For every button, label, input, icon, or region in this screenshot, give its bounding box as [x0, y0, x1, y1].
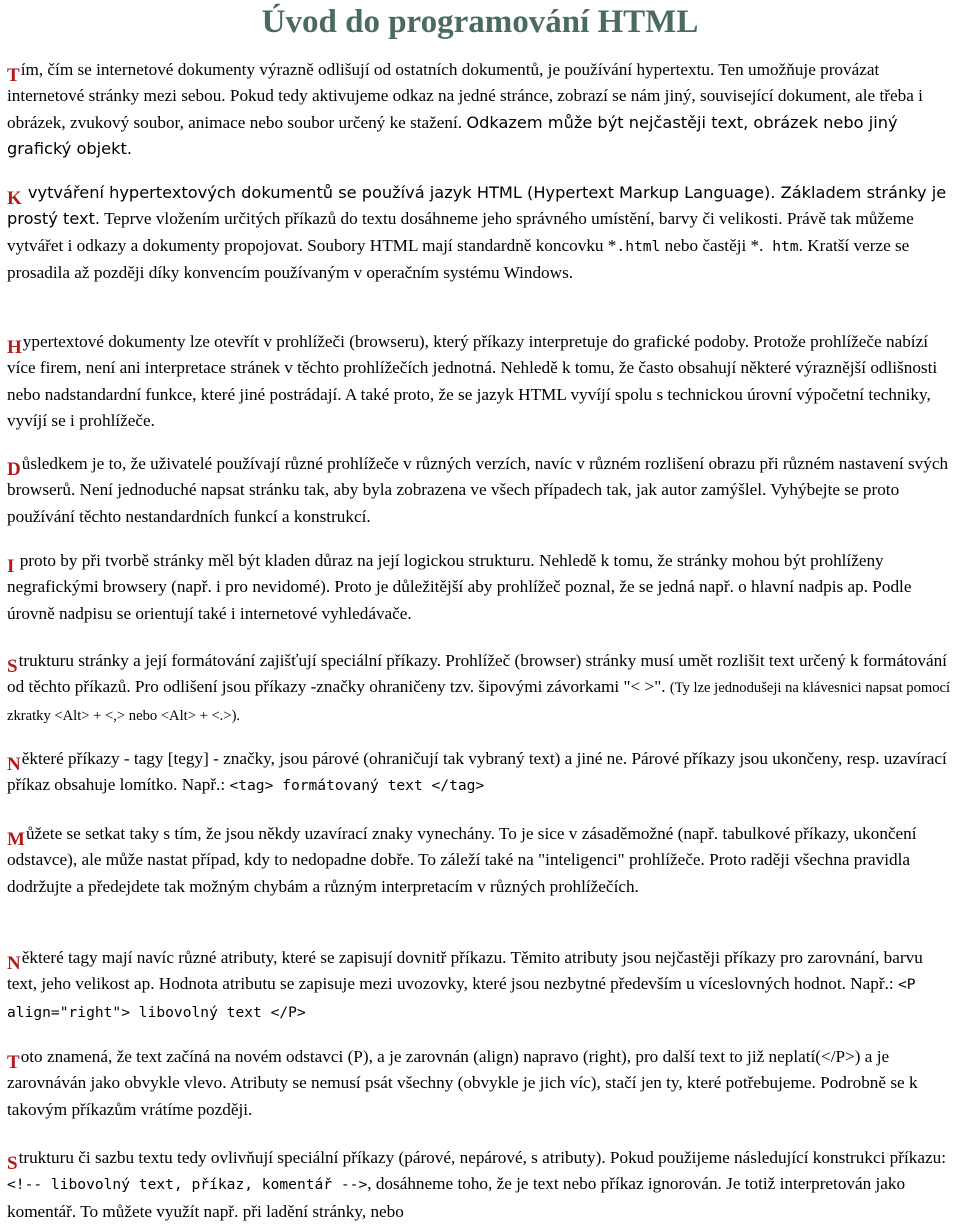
drop-initial: M	[7, 829, 25, 850]
paragraph-text: Teprve vložením určitých příkazů do textu dosáhneme jeho správného umístění, barvy či velikosti. Právě tak můžeme vytvářet i odkazy a dokumenty propojovat. Soubory HTML mají standardně koncovku *	[7, 209, 914, 255]
drop-initial: N	[7, 754, 21, 775]
code-snippet: htm	[763, 237, 799, 255]
paragraph-text-sans: Odkazem může být nejčastěji text, obrázek nebo jiný grafický objekt.	[7, 112, 898, 159]
paragraph-hypertext	[7, 57, 953, 163]
code-snippet: .html	[616, 237, 661, 255]
drop-initial: N	[7, 953, 21, 974]
drop-initial: I	[7, 556, 15, 577]
paragraph-browsers	[7, 329, 953, 435]
paragraph-attributes	[7, 945, 953, 1026]
paragraph-text: ůžete se setkat taky s tím, že jsou někdy uzavírací znaky vynechány. To je sice v zásaděmožné (např. tabulkové příkazy, ukončení odstavce), ale může nastat případ, kdy to nedopadne dobře. To záleží také na "inteligenci" prohlížeče. Proto raději všechna pravidla dodržujte a předejdete tak možným chybám a různým interpretacím v různých prohlížečích.	[7, 824, 917, 896]
paragraph-text: trukturu či sazbu textu tedy ovlivňují speciální příkazy (párové, nepárové, s atributy). Pokud použijeme následující konstrukci příkazu:	[18, 1148, 946, 1167]
paragraph-text: proto by při tvorbě stránky měl být kladen důraz na její logickou strukturu. Nehledě k tomu, že stránky mohou být prohlíženy negrafickými browsery (např. i pro nevidomé). Proto je důležitější aby prohlížeč poznal, že se jedná např. o hlavní nadpis ap. Podle úrovně nadpisu se orientují také i internetové vyhledávače.	[7, 551, 912, 623]
drop-initial: D	[7, 459, 21, 480]
paragraph-text: ypertextové dokumenty lze otevřít v prohlížeči (browseru), který příkazy interpretuje do grafické podoby. Protože prohlížeče nabízí více firem, není ani interpretace stránek v těchto prohlížečích jednotná. Nehledě k tomu, že často obsahují některé výraznější odlišnosti nebo nadstandardní funkce, které jiné postrádají. A také proto, že se jazyk HTML vyvíjí spolu s technickou úrovní výpočetní techniky, vyvíjí se i prohlížeče.	[7, 332, 938, 431]
paragraph-text: trukturu stránky a její formátování zajišťují speciální příkazy. Prohlížeč (browser) stránky musí umět rozlišit text určený k formátování od těchto příkazů. Pro odlišení jsou příkazy -značky ohraničeny tzv. šipovými závorkami "< >".	[7, 651, 947, 697]
paragraph-consequence	[7, 451, 953, 530]
paragraph-text: ůsledkem je to, že uživatelé používají různé prohlížeče v různých verzích, navíc v různém rozlišení obrazu při různém nastavení svých browserů. Není jednoduché napsat stránku tak, aby byla zobrazena ve všech případech tak, jak autor zamýšlel. Vyhýbejte se proto používání těchto nestandardních funkcí a konstrukcí.	[7, 454, 949, 526]
drop-initial: H	[7, 337, 22, 358]
paragraph-text: nebo častěji *.	[660, 235, 764, 255]
page-title: Úvod do programování HTML	[261, 4, 699, 40]
paragraph-text: oto znamená, že text začíná na novém odstavci (P), a je zarovnán (align) napravo (right), pro další text to již neplatí(</P>) a je zarovnáván jako obvykle vlevo. Atributy se nemusí psát všechny (obvykle je jich víc), stačí jen ty, které potřebujeme. Podrobně se k takovým příkazům vrátíme později.	[7, 1047, 918, 1119]
code-snippet: <!-- libovolný text, příkaz, komentář -->	[7, 1176, 368, 1194]
paragraph-text: ěkteré příkazy - tagy [tegy] - značky, jsou párové (ohraničují tak vybraný text) a jiné ne. Párové příkazy jsou ukončeny, resp. uzavírací příkaz obsahuje lomítko. Např.:	[7, 749, 947, 795]
paragraph-closing-tags	[7, 821, 953, 900]
code-snippet: <tag> formátovaný text </tag>	[229, 777, 485, 795]
paragraph-text: , dosáhneme toho, že je text nebo příkaz ignorován. Je totiž interpretován jako komentář. To můžete využít např. při ladění stránky, nebo	[7, 1174, 906, 1221]
paragraph-html-language	[7, 180, 953, 287]
paragraph-structure	[7, 548, 953, 627]
drop-initial: S	[7, 1153, 18, 1174]
paragraph-text: ěkteré tagy mají navíc různé atributy, které se zapisují dovnitř příkazu. Těmito atributy jsou nejčastěji příkazy pro zarovnání, barvu text, jeho velikost ap. Hodnota atributu se zapisuje mezi uvozovky, které jsou nezbytné především u víceslovných hodnot. Např.:	[7, 948, 923, 994]
paragraph-text-sans: vytváření hypertextových dokumentů se používá jazyk HTML (Hypertext Markup Language). Základem stránky je prostý text.	[7, 183, 947, 229]
drop-initial: T	[7, 65, 20, 86]
drop-initial: K	[7, 188, 22, 209]
drop-initial: T	[7, 1052, 20, 1073]
paragraph-example	[7, 1044, 953, 1123]
code-snippet: <P align="right"> libovolný text </P>	[7, 976, 916, 1021]
paragraph-note: (Ty lze jednodušeji na klávesnici napsat pomocí zkratky <Alt> + <,> nebo <Alt> + <.>).	[7, 680, 951, 724]
paragraph-text: ím, čím se internetové dokumenty výrazně odlišují od ostatních dokumentů, je používání hypertextu. Ten umožňuje provázat internetové stránky mezi sebou. Pokud tedy aktivujeme odkaz na jedné stránce, zobrazí se nám jiný, související dokument, ale třeba i obrázek, zvukový soubor, animace nebo soubor určený ke stažení.	[7, 60, 923, 132]
drop-initial: S	[7, 656, 18, 677]
paragraph-formatting	[7, 648, 953, 729]
paragraph-text: . Kratší verze se prosadila až později díky konvencím používaným v operačním systému Windows.	[7, 235, 910, 283]
paragraph-pair-tags	[7, 746, 953, 800]
paragraph-comments	[7, 1145, 953, 1225]
